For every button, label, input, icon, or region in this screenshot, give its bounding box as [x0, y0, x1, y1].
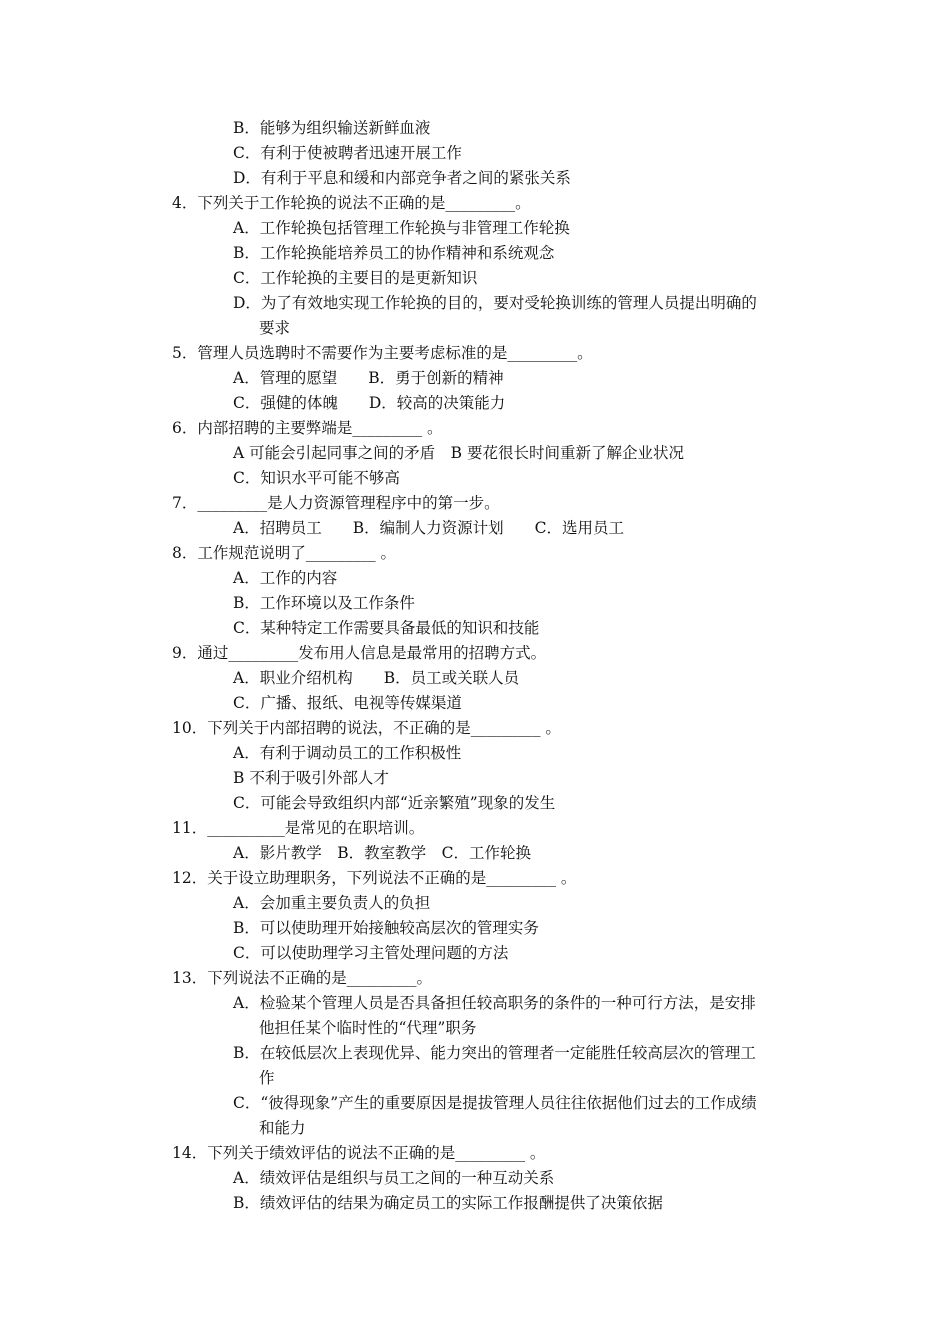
option-text: A．职业介绍机构 B．员工或关联人员 [233, 669, 520, 687]
option-text: A．会加重主要负责人的负担 [233, 894, 431, 912]
option-text: C．可以使助理学习主管处理问题的方法 [233, 944, 509, 962]
question-text: 5．管理人员选聘时不需要作为主要考虑标准的是_________。 [172, 344, 593, 362]
option-text: B．工作环境以及工作条件 [233, 594, 415, 612]
option-text: C．知识水平可能不够高 [233, 469, 400, 487]
option-continuation: 和能力 [259, 1119, 306, 1137]
question-text: 6．内部招聘的主要弊端是_________ 。 [172, 419, 443, 437]
question-text: 13．下列说法不正确的是_________。 [172, 969, 432, 987]
document-page [0, 116, 950, 1216]
question-text: 4．下列关于工作轮换的说法不正确的是_________。 [172, 194, 531, 212]
option-text: A．管理的愿望 B．勇于创新的精神 [233, 369, 504, 387]
question-text: 12．关于设立助理职务，下列说法不正确的是_________ 。 [172, 869, 577, 887]
option-text: A．绩效评估是组织与员工之间的一种互动关系 [233, 1169, 555, 1187]
option-text: C．广播、报纸、电视等传媒渠道 [233, 694, 462, 712]
question-text: 9．通过_________发布用人信息是最常用的招聘方式。 [172, 644, 547, 662]
option-continuation: 要求 [259, 319, 291, 337]
question-text: 14．下列关于绩效评估的说法不正确的是_________ 。 [172, 1144, 546, 1162]
option-text: B．绩效评估的结果为确定员工的实际工作报酬提供了决策依据 [233, 1194, 663, 1212]
option-text: C．某种特定工作需要具备最低的知识和技能 [233, 619, 540, 637]
option-text: A 可能会引起同事之间的矛盾 B 要花很长时间重新了解企业状况 [233, 444, 684, 462]
option-text: C．可能会导致组织内部“近亲繁殖”现象的发生 [233, 794, 556, 812]
option-text: A．工作的内容 [233, 569, 338, 587]
option-continuation: 作 [259, 1069, 275, 1087]
option-text: C．有利于使被聘者迅速开展工作 [233, 144, 462, 162]
option-text: A．有利于调动员工的工作积极性 [233, 744, 462, 762]
question-text: 10．下列关于内部招聘的说法，不正确的是_________ 。 [172, 719, 561, 737]
option-text: D．为了有效地实现工作轮换的目的，要对受轮换训练的管理人员提出明确的 [233, 294, 757, 312]
option-text: C．工作轮换的主要目的是更新知识 [233, 269, 478, 287]
option-text: A．工作轮换包括管理工作轮换与非管理工作轮换 [233, 219, 570, 237]
option-text: B．工作轮换能培养员工的协作精神和系统观念 [233, 244, 555, 262]
question-text: 7．_________是人力资源管理程序中的第一步。 [172, 494, 500, 512]
option-text: A．招聘员工 B．编制人力资源计划 C．选用员工 [233, 519, 624, 537]
option-text: A．检验某个管理人员是否具备担任较高职务的条件的一种可行方法，是安排 [233, 994, 756, 1012]
option-text: A．影片教学 B．教室教学 C．工作轮换 [233, 844, 531, 862]
option-text: C．强健的体魄 D．较高的决策能力 [233, 394, 506, 412]
option-text: B．能够为组织输送新鲜血液 [233, 119, 431, 137]
option-text: C．“彼得现象”产生的重要原因是提拔管理人员往往依据他们过去的工作成绩 [233, 1094, 757, 1112]
option-continuation: 他担任某个临时性的“代理”职务 [259, 1019, 477, 1037]
question-text: 8．工作规范说明了_________ 。 [172, 544, 397, 562]
option-text: B．可以使助理开始接触较高层次的管理实务 [233, 919, 539, 937]
question-text: 11．__________是常见的在职培训。 [172, 819, 425, 837]
option-text: D．有利于平息和缓和内部竞争者之间的紧张关系 [233, 169, 571, 187]
option-text: B 不利于吸引外部人才 [233, 769, 389, 787]
option-text: B．在较低层次上表现优异、能力突出的管理者一定能胜任较高层次的管理工 [233, 1044, 756, 1062]
